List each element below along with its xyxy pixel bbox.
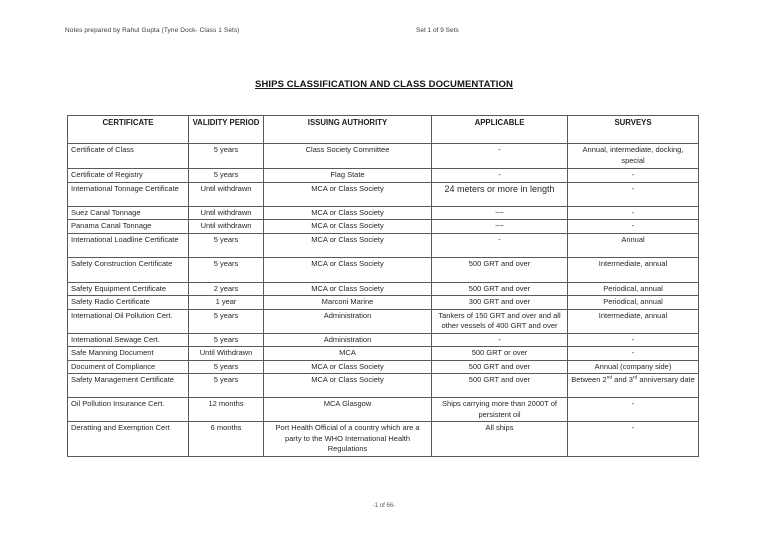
table-cell: Certificate of Class xyxy=(68,144,189,169)
table-cell: 5 years xyxy=(189,360,264,374)
table-cell: 5 years xyxy=(189,233,264,257)
table-row xyxy=(68,360,699,374)
table-cell: MCA or Class Society xyxy=(264,206,432,220)
table-cell: 500 GRT and over xyxy=(432,282,568,296)
table-cell: Periodical, annual xyxy=(568,296,699,310)
table-cell: 5 years xyxy=(189,309,264,333)
table-cell: Marconi Marine xyxy=(264,296,432,310)
table-row xyxy=(68,257,699,282)
table-row xyxy=(68,347,699,361)
table-cell: 1 year xyxy=(189,296,264,310)
table-cell: International Tonnage Certificate xyxy=(68,182,189,206)
table-cell: - xyxy=(432,333,568,347)
table-cell: - xyxy=(568,206,699,220)
table-cell: Ships carrying more than 2000T of persistent oil xyxy=(432,398,568,422)
table-cell: 24 meters or more in length xyxy=(432,182,568,206)
table-cell: International Loadline Certificate xyxy=(68,233,189,257)
table-cell: Intermediate, annual xyxy=(568,257,699,282)
table-cell: Flag State xyxy=(264,169,432,183)
table-cell: Until Withdrawn xyxy=(189,347,264,361)
table-row xyxy=(68,220,699,234)
table-cell: MCA or Class Society xyxy=(264,182,432,206)
table-row xyxy=(68,333,699,347)
document-title: SHIPS CLASSIFICATION AND CLASS DOCUMENTATION xyxy=(255,79,513,90)
table-cell: - xyxy=(432,169,568,183)
table-cell: Annual xyxy=(568,233,699,257)
table-cell: Tankers of 150 GRT and over and all other vessels of 400 GRT and over xyxy=(432,309,568,333)
table-cell: - xyxy=(568,169,699,183)
column-header: APPLICABLE xyxy=(432,116,568,144)
column-header: SURVEYS xyxy=(568,116,699,144)
table-cell: Safety Equipment Certificate xyxy=(68,282,189,296)
table-cell: 5 years xyxy=(189,169,264,183)
table-cell: ~~ xyxy=(432,206,568,220)
table-row xyxy=(68,206,699,220)
table-cell: 500 GRT and over xyxy=(432,360,568,374)
table-cell: 5 years xyxy=(189,257,264,282)
column-header: CERTIFICATE xyxy=(68,116,189,144)
table-cell: - xyxy=(432,144,568,169)
table-cell: Oil Pollution Insurance Cert. xyxy=(68,398,189,422)
table-cell: 5 years xyxy=(189,144,264,169)
table-cell: - xyxy=(568,347,699,361)
table-cell: Until withdrawn xyxy=(189,220,264,234)
table-cell: 500 GRT or over xyxy=(432,347,568,361)
table-cell: 6 months xyxy=(189,422,264,457)
table-cell: Document of Compliance xyxy=(68,360,189,374)
table-cell: - xyxy=(432,233,568,257)
table-cell: 5 years xyxy=(189,333,264,347)
table-cell: - xyxy=(568,220,699,234)
table-cell: Annual, intermediate, docking, special xyxy=(568,144,699,169)
table-row xyxy=(68,169,699,183)
table-row xyxy=(68,296,699,310)
table-row xyxy=(68,144,699,169)
column-header: VALIDITY PERIOD xyxy=(189,116,264,144)
table-cell: Port Health Official of a country which are a party to the WHO International Health Regulations xyxy=(264,422,432,457)
table-cell: Safety Construction Certificate xyxy=(68,257,189,282)
table-cell: Administration xyxy=(264,333,432,347)
table-cell: MCA or Class Society xyxy=(264,257,432,282)
table-row xyxy=(68,233,699,257)
table-cell: MCA Glasgow xyxy=(264,398,432,422)
table-cell: MCA or Class Society xyxy=(264,282,432,296)
table-cell: Suez Canal Tonnage xyxy=(68,206,189,220)
table-cell: 2 years xyxy=(189,282,264,296)
table-cell: 500 GRT and over xyxy=(432,374,568,398)
table-cell: MCA or Class Society xyxy=(264,233,432,257)
table-cell: - xyxy=(568,422,699,457)
table-cell: International Sewage Cert. xyxy=(68,333,189,347)
page-number: -1 of 66- xyxy=(372,503,396,509)
table-cell: 12 months xyxy=(189,398,264,422)
table-cell: Until withdrawn xyxy=(189,182,264,206)
table-cell: Annual (company side) xyxy=(568,360,699,374)
certificates-table xyxy=(67,115,699,457)
table-cell: Safety Management Certificate xyxy=(68,374,189,398)
table-cell: Safety Radio Certificate xyxy=(68,296,189,310)
table-cell: Intermediate, annual xyxy=(568,309,699,333)
table-cell: Until withdrawn xyxy=(189,206,264,220)
table-row xyxy=(68,282,699,296)
header-notes-text: Notes prepared by Rahul Gupta (Tyne Dock- Class 1 Sets) xyxy=(65,27,240,34)
table-row xyxy=(68,182,699,206)
table-cell: MCA or Class Society xyxy=(264,360,432,374)
table-cell: Safe Manning Document xyxy=(68,347,189,361)
table-row xyxy=(68,309,699,333)
table-cell: Deratting and Exemption Cert xyxy=(68,422,189,457)
table-cell: - xyxy=(568,333,699,347)
table-cell: Class Society Committee xyxy=(264,144,432,169)
table-cell: 500 GRT and over xyxy=(432,257,568,282)
table-cell: ~~ xyxy=(432,220,568,234)
table-cell: Panama Canal Tonnage xyxy=(68,220,189,234)
table-cell: MCA or Class Society xyxy=(264,374,432,398)
table-cell: 5 years xyxy=(189,374,264,398)
table-cell: Certificate of Registry xyxy=(68,169,189,183)
table-cell: All ships xyxy=(432,422,568,457)
table-cell: Periodical, annual xyxy=(568,282,699,296)
table-cell: International Oil Pollution Cert. xyxy=(68,309,189,333)
table-cell: Between 2nd and 3rd anniversary date xyxy=(568,374,699,398)
table-cell: MCA or Class Society xyxy=(264,220,432,234)
table-cell: Administration xyxy=(264,309,432,333)
header-set-label: Set 1 of 9 Sets xyxy=(416,27,459,34)
table-row xyxy=(68,422,699,457)
table-row xyxy=(68,398,699,422)
table-cell: - xyxy=(568,398,699,422)
column-header: ISSUING AUTHORITY xyxy=(264,116,432,144)
table-cell: - xyxy=(568,182,699,206)
table-cell: 300 GRT and over xyxy=(432,296,568,310)
table-row xyxy=(68,374,699,398)
table-cell: MCA xyxy=(264,347,432,361)
table-header-row xyxy=(68,116,699,144)
